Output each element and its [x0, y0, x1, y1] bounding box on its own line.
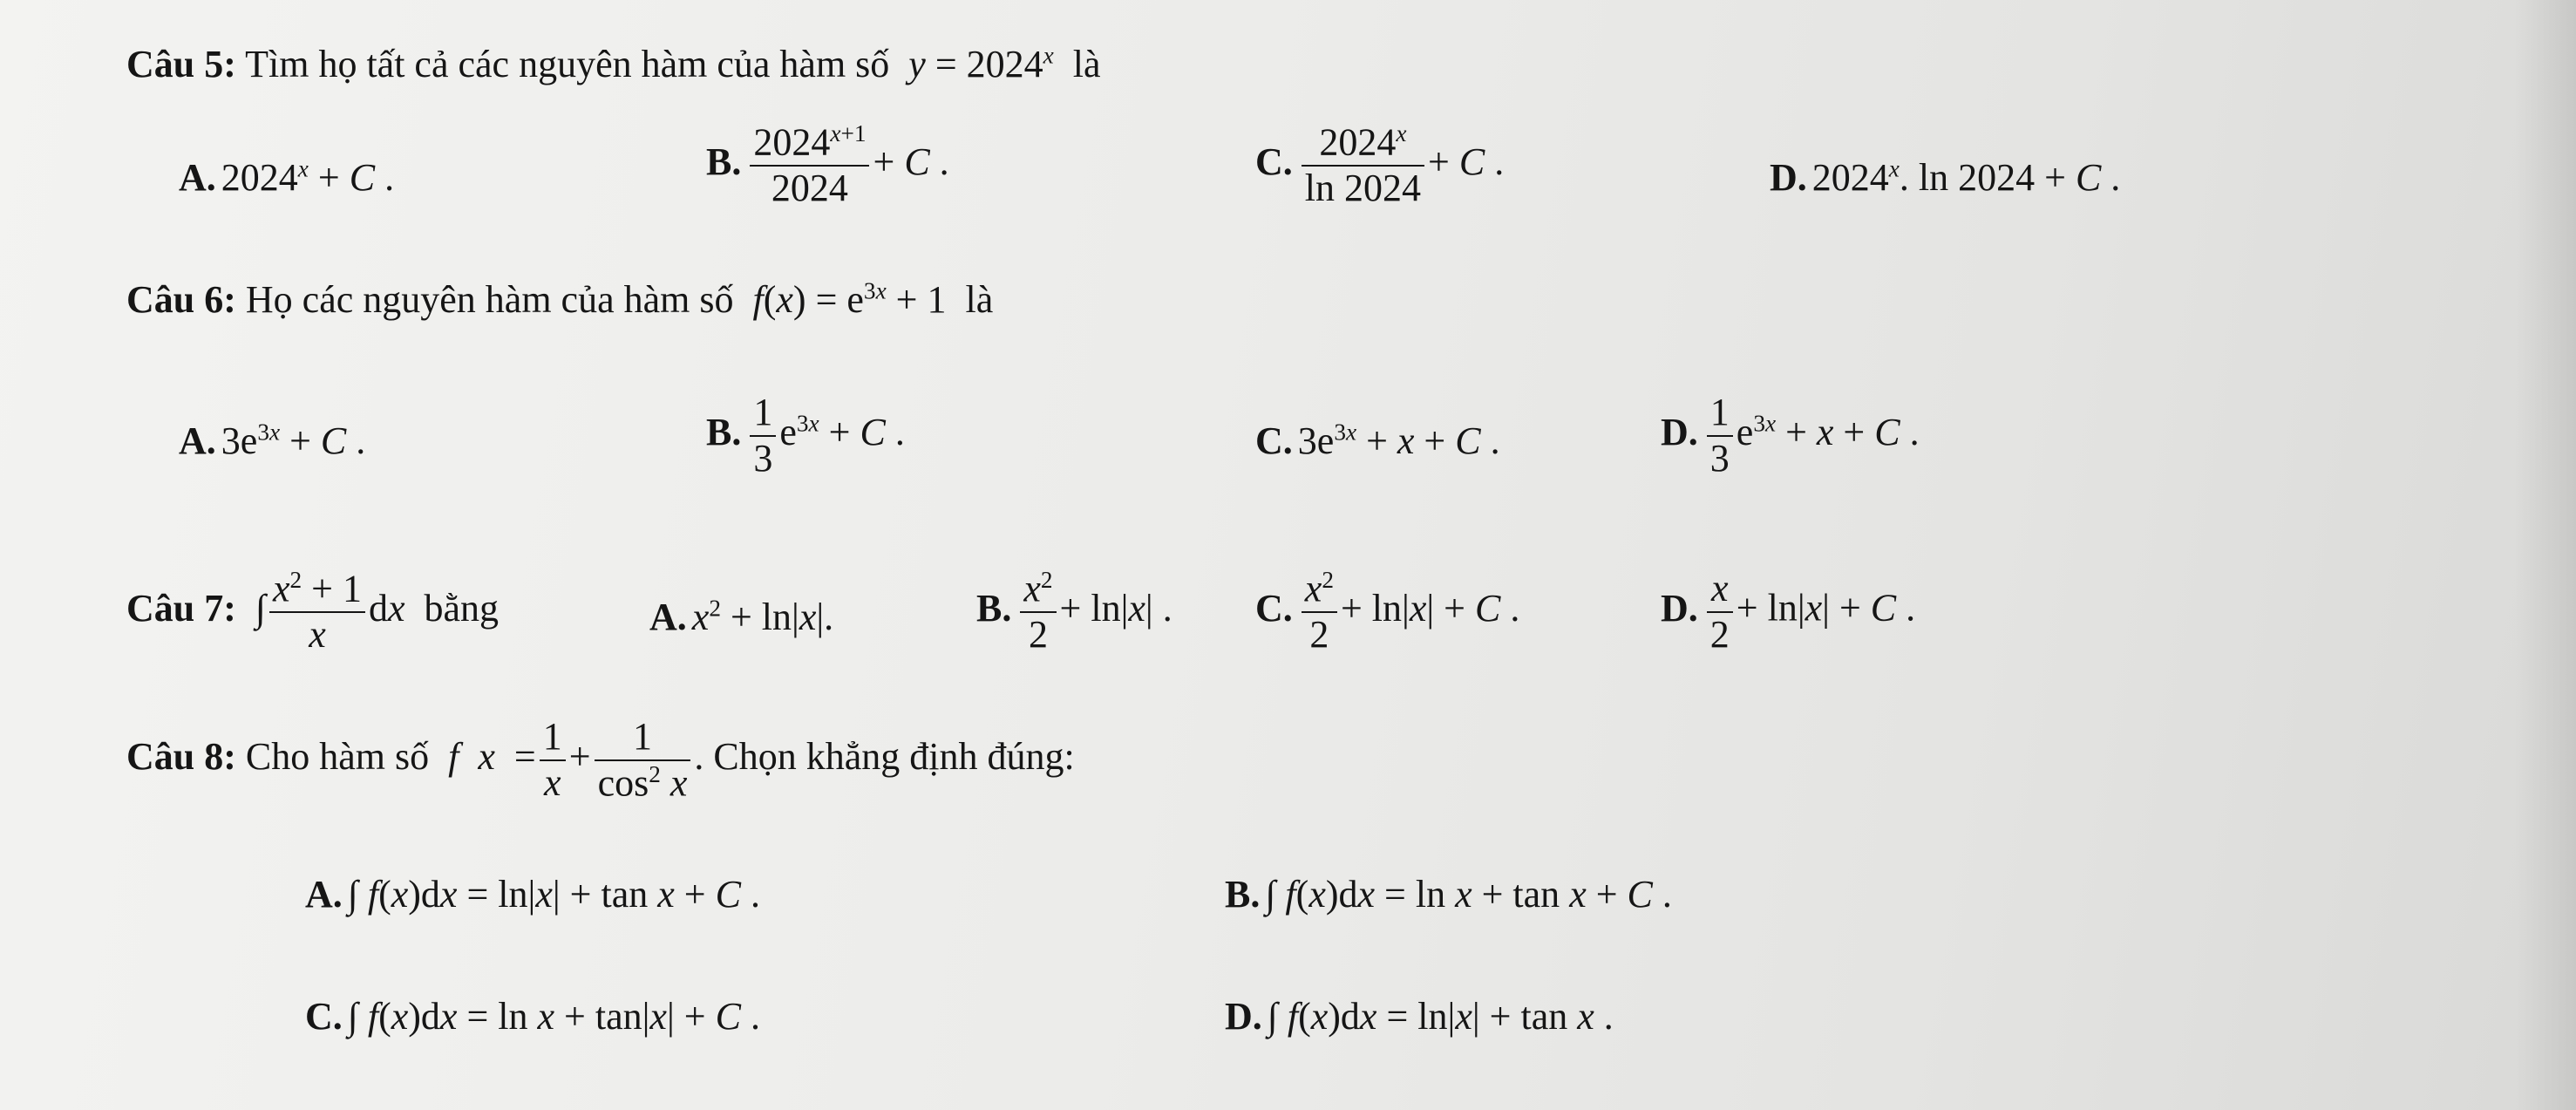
option-6d[interactable] [1661, 391, 1920, 480]
option-expression: $x^2 + \ln|x|$. [691, 595, 834, 638]
option-fraction: $\frac{1}{3}$ [750, 391, 776, 480]
option-fraction: $\frac{2024^{x+1}}{2024}$ [750, 120, 869, 211]
question-text: Tìm họ tất cả các nguyên hàm của hàm số [245, 43, 890, 85]
question-label: Câu 6: [126, 278, 236, 321]
option-fraction: $\frac{1}{3}$ [1707, 391, 1733, 480]
option-7c[interactable] [1255, 567, 1519, 657]
option-6c[interactable] [1255, 419, 1500, 463]
option-fraction: $\frac{x^2}{2}$ [1020, 567, 1056, 657]
option-8d[interactable] [1225, 994, 1614, 1038]
option-expression: $3e^{3x} + C$ . [221, 419, 366, 462]
option-6a[interactable] [179, 419, 365, 463]
option-7b[interactable] [976, 567, 1172, 657]
question-text-tail: là [1072, 43, 1101, 85]
question-label: Câu 7: [126, 587, 236, 630]
option-fraction: $\frac{2024^x}{\ln 2024}$ [1302, 120, 1424, 211]
option-expression: $3e^{3x} + x + C$ . [1297, 419, 1500, 462]
question-text-tail: bằng [424, 587, 500, 630]
option-letter: D. [1225, 995, 1262, 1038]
option-letter: A. [305, 873, 343, 916]
option-letter: D. [1661, 410, 1698, 453]
bleed-through-text [1517, 87, 1525, 120]
option-5b[interactable] [706, 120, 949, 211]
page-edge-shadow [2515, 0, 2576, 1110]
option-expression: + ln|x| . [1059, 587, 1172, 630]
option-expression: + ln|x| + C . [1340, 587, 1520, 630]
option-5c[interactable] [1255, 120, 1504, 211]
function-expression: f x = $\frac{1}{x}$ + $\frac{1}{\cos^2 x}$ [438, 735, 694, 778]
option-letter: C. [1255, 587, 1293, 630]
option-letter: B. [706, 140, 742, 184]
option-expression: ∫ f(x)dx = ln|x| + tan x + C . [347, 873, 760, 916]
function-expression: $y = 2024^x$ [908, 42, 1054, 85]
question-text-tail: . Chọn khẳng định đúng: [694, 735, 1075, 779]
question-text: Họ các nguyên hàm của hàm số [245, 278, 734, 321]
question-6 [126, 277, 993, 322]
option-letter: A. [649, 596, 687, 638]
option-expression: + ln|x| + C . [1736, 586, 1916, 630]
question-text-tail: là [965, 278, 994, 321]
option-8b[interactable] [1225, 872, 1672, 916]
option-fraction: $\frac{x^2}{2}$ [1302, 567, 1337, 657]
question-text: Cho hàm số [245, 735, 430, 779]
option-7d[interactable] [1661, 567, 1915, 657]
option-letter: B. [1225, 873, 1261, 916]
option-letter: D. [1770, 156, 1807, 199]
option-expression: $e^{3x} + C$ . [779, 410, 905, 453]
option-8c[interactable] [305, 994, 760, 1038]
option-letter: C. [1255, 419, 1293, 462]
option-letter: C. [305, 995, 343, 1038]
option-expression: ∫ f(x)dx = ln|x| + tan x . [1267, 995, 1614, 1038]
function-expression: $f(x) = e^{3x} + 1$ [752, 277, 956, 321]
option-letter: D. [1661, 586, 1698, 630]
option-8a[interactable] [305, 872, 760, 916]
option-5d[interactable] [1770, 155, 2120, 200]
option-expression: ∫ f(x)dx = ln x + tan|x| + C . [347, 995, 760, 1038]
option-letter: A. [179, 419, 216, 462]
option-6b[interactable] [706, 391, 905, 480]
option-expression: $e^{3x} + x + C$ . [1736, 410, 1920, 453]
option-fraction: $\frac{x}{2}$ [1707, 567, 1733, 657]
question-label: Câu 5: [126, 43, 236, 85]
option-letter: B. [706, 410, 742, 453]
option-expression: $2024^x + C$ . [221, 155, 395, 199]
integral-expression: ∫ $\frac{x^2 + 1}{x}$ dx [245, 567, 405, 657]
option-expression: ∫ f(x)dx = ln x + tan x + C . [1265, 873, 1672, 916]
question-7 [126, 567, 499, 657]
question-5 [126, 42, 1101, 86]
option-letter: B. [976, 587, 1012, 630]
option-letter: C. [1255, 140, 1293, 184]
option-letter: A. [179, 156, 216, 199]
option-7a[interactable] [649, 595, 833, 639]
question-8 [126, 715, 1075, 806]
option-expression: 2024$^x$. ln 2024 + C . [1811, 155, 2121, 199]
option-expression: + C . [1428, 140, 1505, 184]
question-label: Câu 8: [126, 735, 236, 779]
option-expression: + C . [873, 140, 949, 184]
option-5a[interactable] [179, 155, 394, 200]
